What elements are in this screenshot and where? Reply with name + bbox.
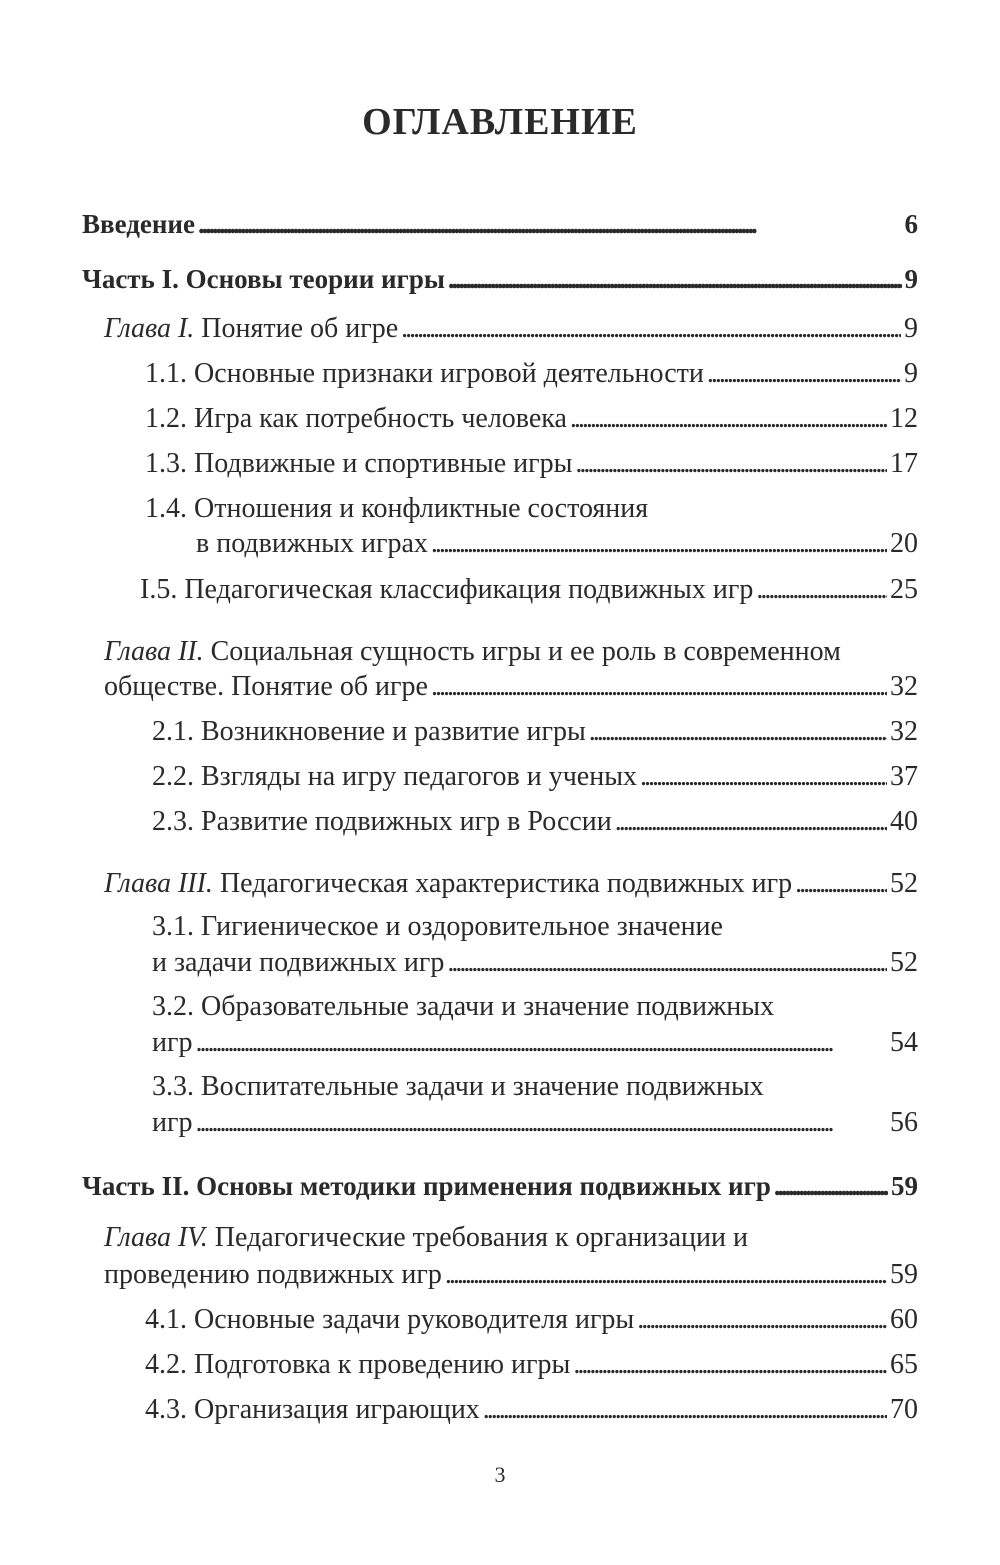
toc-entry-label: проведению подвижных игр <box>104 1259 442 1290</box>
toc-entry-section-1-4[interactable] <box>196 528 918 560</box>
toc-chapter-prefix: Глава III. <box>104 868 213 899</box>
dot-leader <box>756 574 887 606</box>
toc-entry-label: обществе. Понятие об игре <box>104 671 428 702</box>
toc-entry-section-2-3[interactable] <box>152 806 918 838</box>
dot-leader <box>707 358 901 390</box>
toc-entry-page: 59 <box>891 1171 918 1201</box>
toc-chapter-prefix: Глава I. <box>104 313 195 344</box>
page-title: ОГЛАВЛЕНИЕ <box>362 101 638 143</box>
toc-entry-page: 56 <box>890 1107 918 1138</box>
toc-entry-section-3-2-line1: 3.2. Образовательные задачи и значение подвижных <box>152 991 775 1022</box>
toc-entry-label: Педагогические требования к организации и <box>214 1222 748 1253</box>
dot-leader <box>195 1107 887 1139</box>
toc-entry-label: Часть I. Основы теории игры <box>82 264 445 294</box>
dot-leader <box>447 947 887 979</box>
dot-leader <box>483 1394 887 1426</box>
toc-entry-page: 32 <box>890 671 918 702</box>
toc-entry-page: 9 <box>904 358 918 389</box>
toc-entry-label: Педагогическая характеристика подвижных игр <box>219 868 793 899</box>
toc-entry-label: 1.1. Основные признаки игровой деятельности <box>145 358 704 389</box>
toc-chapter-prefix: Глава II. <box>104 636 204 667</box>
toc-entry-label: 2.2. Взгляды на игру педагогов и ученых <box>152 761 638 792</box>
toc-entry-section-3-2[interactable] <box>152 1027 918 1059</box>
toc-entry-section-2-2[interactable] <box>152 761 918 793</box>
toc-entry-page: 59 <box>890 1259 918 1290</box>
toc-entry-chapter4-line1 <box>104 1222 748 1254</box>
dot-leader <box>637 1304 887 1336</box>
toc-entry-section-2-1[interactable] <box>152 716 918 748</box>
toc-entry-section-4-1[interactable] <box>145 1304 918 1336</box>
toc-entry-label: 2.1. Возникновение и развитие игры <box>152 716 586 747</box>
toc-entry-section-3-3-line1: 3.3. Воспитательные задачи и значение подвижных <box>152 1071 764 1102</box>
toc-entry-section-1-1[interactable] <box>145 358 918 390</box>
toc-entry-chapter1[interactable] <box>104 313 918 345</box>
toc-entry-label: 4.3. Организация играющих <box>145 1394 480 1425</box>
toc-entry-section-1-5[interactable] <box>140 574 918 606</box>
toc-entry-label: 4.1. Основные задачи руководителя игры <box>145 1304 635 1335</box>
toc-entry-section-3-1-line1: 3.1. Гигиеническое и оздоровительное значение <box>152 911 723 942</box>
toc-entry-label: 1.3. Подвижные и спортивные игры <box>145 448 573 479</box>
toc-entry-chapter4[interactable] <box>104 1259 918 1291</box>
toc-entry-page: 65 <box>890 1349 918 1380</box>
page-number: 3 <box>494 1462 506 1487</box>
dot-leader <box>589 716 887 748</box>
toc-entry-label: Введение <box>82 209 195 239</box>
toc-entry-intro[interactable] <box>82 208 918 240</box>
toc-entry-page: 40 <box>890 806 918 837</box>
toc-entry-section-1-4-line1: 1.4. Отношения и конфликтные состояния <box>145 493 649 524</box>
toc-entry-label: 2.3. Развитие подвижных игр в России <box>152 806 612 837</box>
toc-entry-page: 70 <box>890 1394 918 1425</box>
toc-entry-label: 4.2. Подготовка к проведению игры <box>145 1349 571 1380</box>
dot-leader <box>431 671 887 703</box>
dot-leader <box>795 868 887 900</box>
toc-entry-label: игр <box>152 1027 193 1058</box>
toc-entry-section-4-2[interactable] <box>145 1349 918 1381</box>
toc-entry-page: 9 <box>904 264 918 294</box>
dot-leader <box>198 208 902 240</box>
toc-entry-page: 25 <box>890 574 918 605</box>
dot-leader <box>448 263 902 295</box>
dot-leader <box>445 1259 887 1291</box>
toc-entry-section-3-1[interactable] <box>152 947 918 979</box>
toc-entry-label: Часть II. Основы методики применения подвижных игр <box>82 1171 771 1201</box>
toc-entry-chapter3[interactable] <box>104 868 918 900</box>
toc-entry-label: игр <box>152 1107 193 1138</box>
dot-leader <box>575 448 887 480</box>
toc-entry-part1[interactable] <box>82 263 918 295</box>
toc-entry-section-1-3[interactable] <box>145 448 918 480</box>
toc-entry-section-1-2[interactable] <box>145 403 918 435</box>
toc-entry-page: 60 <box>890 1304 918 1335</box>
toc-entry-label: I.5. Педагогическая классификация подвижных игр <box>140 574 754 605</box>
toc-chapter-prefix: Глава IV. <box>104 1222 208 1253</box>
toc-entry-page: 12 <box>890 403 918 434</box>
toc-entry-chapter2-line1 <box>104 636 841 668</box>
dot-leader <box>570 403 887 435</box>
toc-entry-page: 52 <box>890 947 918 978</box>
toc-entry-page: 37 <box>890 761 918 792</box>
toc-entry-page: 32 <box>890 716 918 747</box>
toc-entry-page: 9 <box>904 313 918 344</box>
toc-entry-page: 20 <box>890 528 918 559</box>
dot-leader <box>573 1349 887 1381</box>
toc-entry-label: Социальная сущность игры и ее роль в современном <box>210 636 841 667</box>
toc-entry-page: 54 <box>890 1027 918 1058</box>
toc-entry-section-3-3[interactable] <box>152 1107 918 1139</box>
toc-entry-label: и задачи подвижных игр <box>152 947 445 978</box>
toc-entry-label: 1.2. Игра как потребность человека <box>145 403 567 434</box>
toc-entry-page: 17 <box>890 448 918 479</box>
toc-entry-label: Понятие об игре <box>201 313 399 344</box>
dot-leader <box>615 806 887 838</box>
toc-entry-part2[interactable] <box>82 1170 918 1202</box>
toc-entry-page: 6 <box>904 209 918 239</box>
dot-leader <box>401 313 901 345</box>
toc-entry-section-4-3[interactable] <box>145 1394 918 1426</box>
toc-entry-label: в подвижных играх <box>196 528 428 559</box>
toc-entry-chapter2[interactable] <box>104 671 918 703</box>
dot-leader <box>774 1170 888 1202</box>
dot-leader <box>431 528 887 560</box>
toc-entry-page: 52 <box>890 868 918 899</box>
dot-leader <box>640 761 887 793</box>
dot-leader <box>195 1027 887 1059</box>
